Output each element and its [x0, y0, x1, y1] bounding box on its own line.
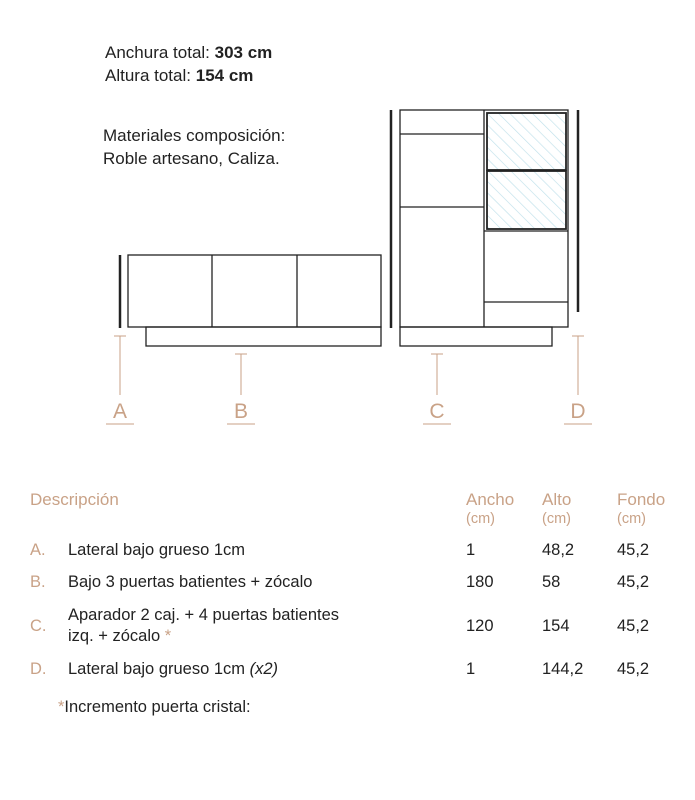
glass-doors: [487, 113, 566, 229]
table-row: [30, 566, 677, 598]
row-letter: B.: [30, 572, 46, 591]
row-letter: C.: [30, 616, 47, 635]
asterisk: *: [164, 627, 172, 645]
cabinet-c-plinth: [400, 327, 552, 346]
dimension-label-d: D: [570, 400, 586, 423]
row-description: Aparador 2 caj. + 4 puertas batientes izq. + zócalo *: [68, 606, 340, 645]
header-height: Alto (cm): [542, 490, 617, 534]
materials-value: Roble artesano, Caliza.: [103, 149, 280, 168]
row-height: 58: [542, 572, 561, 591]
glass-door-upper: [487, 113, 566, 170]
table-row: [30, 654, 677, 684]
row-width: 120: [466, 616, 494, 635]
row-description: Lateral bajo grueso 1cm (x2): [68, 659, 279, 678]
dimension-label-c: C: [429, 400, 445, 423]
unit-depth: (cm): [617, 511, 646, 527]
table-header-row: [30, 490, 677, 534]
row-height: 144,2: [542, 659, 584, 678]
header-description: Descripción: [30, 490, 119, 509]
glass-door-lower: [487, 171, 566, 229]
cabinet-b: [128, 255, 381, 346]
dimension-label-a: A: [112, 400, 128, 423]
cabinet-b-body: [128, 255, 381, 327]
row-height: 154: [542, 616, 570, 635]
row-letter: D.: [30, 659, 47, 678]
row-description: Lateral bajo grueso 1cm: [68, 540, 246, 559]
cabinet-b-plinth: [146, 327, 381, 346]
dimension-label-b: B: [233, 400, 249, 423]
row-height: 48,2: [542, 540, 575, 559]
footnote: *Incremento puerta cristal:: [58, 698, 251, 716]
specification-table: [30, 490, 677, 684]
unit-width: (cm): [466, 511, 495, 527]
table-row: [30, 598, 677, 654]
asterisk: *: [58, 698, 65, 716]
row-width: 1: [466, 659, 476, 678]
total-width: Anchura total: 303 cm: [105, 43, 273, 62]
row-depth: 45,2: [617, 540, 650, 559]
row-width: 180: [466, 572, 494, 591]
row-width: 1: [466, 540, 476, 559]
row-description: Bajo 3 puertas batientes + zócalo: [68, 572, 313, 591]
unit-height: (cm): [542, 511, 571, 527]
materials-label: Materiales composición:: [103, 126, 286, 145]
row-letter: A.: [30, 540, 46, 559]
row-depth: 45,2: [617, 659, 650, 678]
total-height: Altura total: 154 cm: [105, 66, 254, 85]
header-width: Ancho (cm): [466, 490, 542, 534]
row-depth: 45,2: [617, 616, 650, 635]
quantity-suffix: (x2): [249, 659, 279, 678]
row-depth: 45,2: [617, 572, 650, 591]
table-row: [30, 534, 677, 566]
header-depth: Fondo (cm): [617, 490, 677, 534]
